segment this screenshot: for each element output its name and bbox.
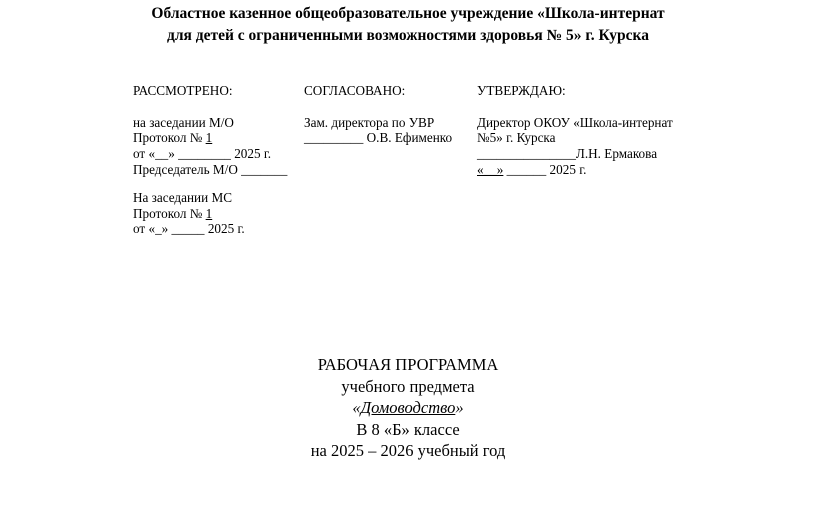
- approved-date-quotes: «__»: [477, 161, 504, 177]
- reviewed-ms-meeting-line: На заседании МС: [133, 189, 232, 205]
- document-title: [0, 3, 816, 46]
- program-title-block: [0, 354, 816, 462]
- reviewed-date-line: от «__» ________ 2025 г.: [133, 146, 272, 162]
- approval-column-reviewed: [133, 83, 308, 237]
- subject-name: Домоводство: [360, 398, 456, 418]
- approved-date-line: [477, 162, 702, 178]
- program-class-line: В 8 «Б» классе: [356, 419, 460, 439]
- reviewed-ms-date-line: от «_» _____ 2025 г.: [133, 221, 245, 237]
- reviewed-ms-protocol-label: Протокол №: [133, 205, 206, 221]
- program-subject-line: [0, 397, 816, 419]
- reviewed-meeting-line: на заседании М/О: [133, 114, 234, 130]
- document-title-line1: Областное казенное общеобразовательное учреждение «Школа-интернат: [151, 5, 665, 22]
- document-title-line2: для детей с ограниченными возможностями здоровья № 5» г. Курска: [166, 26, 649, 44]
- program-year-line: на 2025 – 2026 учебный год: [310, 441, 506, 461]
- approved-signature-line: _______________Л.Н. Ермакова: [477, 146, 658, 162]
- reviewed-second-block: [133, 190, 308, 237]
- agreed-heading: СОГЛАСОВАНО:: [304, 83, 406, 98]
- reviewed-protocol-line: [133, 130, 308, 146]
- reviewed-ms-protocol-number: 1: [205, 205, 213, 221]
- approved-date-rest: ______ 2025 г.: [503, 161, 587, 177]
- program-subject-label-line: учебного предмета: [341, 376, 475, 396]
- subject-close-quote: »: [455, 398, 464, 418]
- reviewed-protocol-number: 1: [205, 130, 213, 146]
- reviewed-ms-protocol-line: [133, 206, 308, 222]
- agreed-position-line: Зам. директора по УВР: [304, 114, 435, 130]
- approval-column-agreed: [304, 83, 479, 146]
- approved-position-line2: №5» г. Курска: [477, 130, 556, 146]
- subject-open-quote: «: [352, 398, 361, 418]
- program-title-line: РАБОЧАЯ ПРОГРАММА: [317, 355, 499, 374]
- reviewed-heading: РАССМОТРЕНО:: [133, 83, 233, 98]
- approved-position-line1: Директор ОКОУ «Школа-интернат: [477, 114, 673, 130]
- reviewed-chairman-line: Председатель М/О _______: [133, 161, 288, 177]
- reviewed-protocol-label: Протокол №: [133, 130, 206, 146]
- agreed-signature-line: _________ О.В. Ефименко: [304, 130, 453, 146]
- approved-heading: УТВЕРЖДАЮ:: [477, 83, 566, 98]
- approval-column-approved: [477, 83, 702, 178]
